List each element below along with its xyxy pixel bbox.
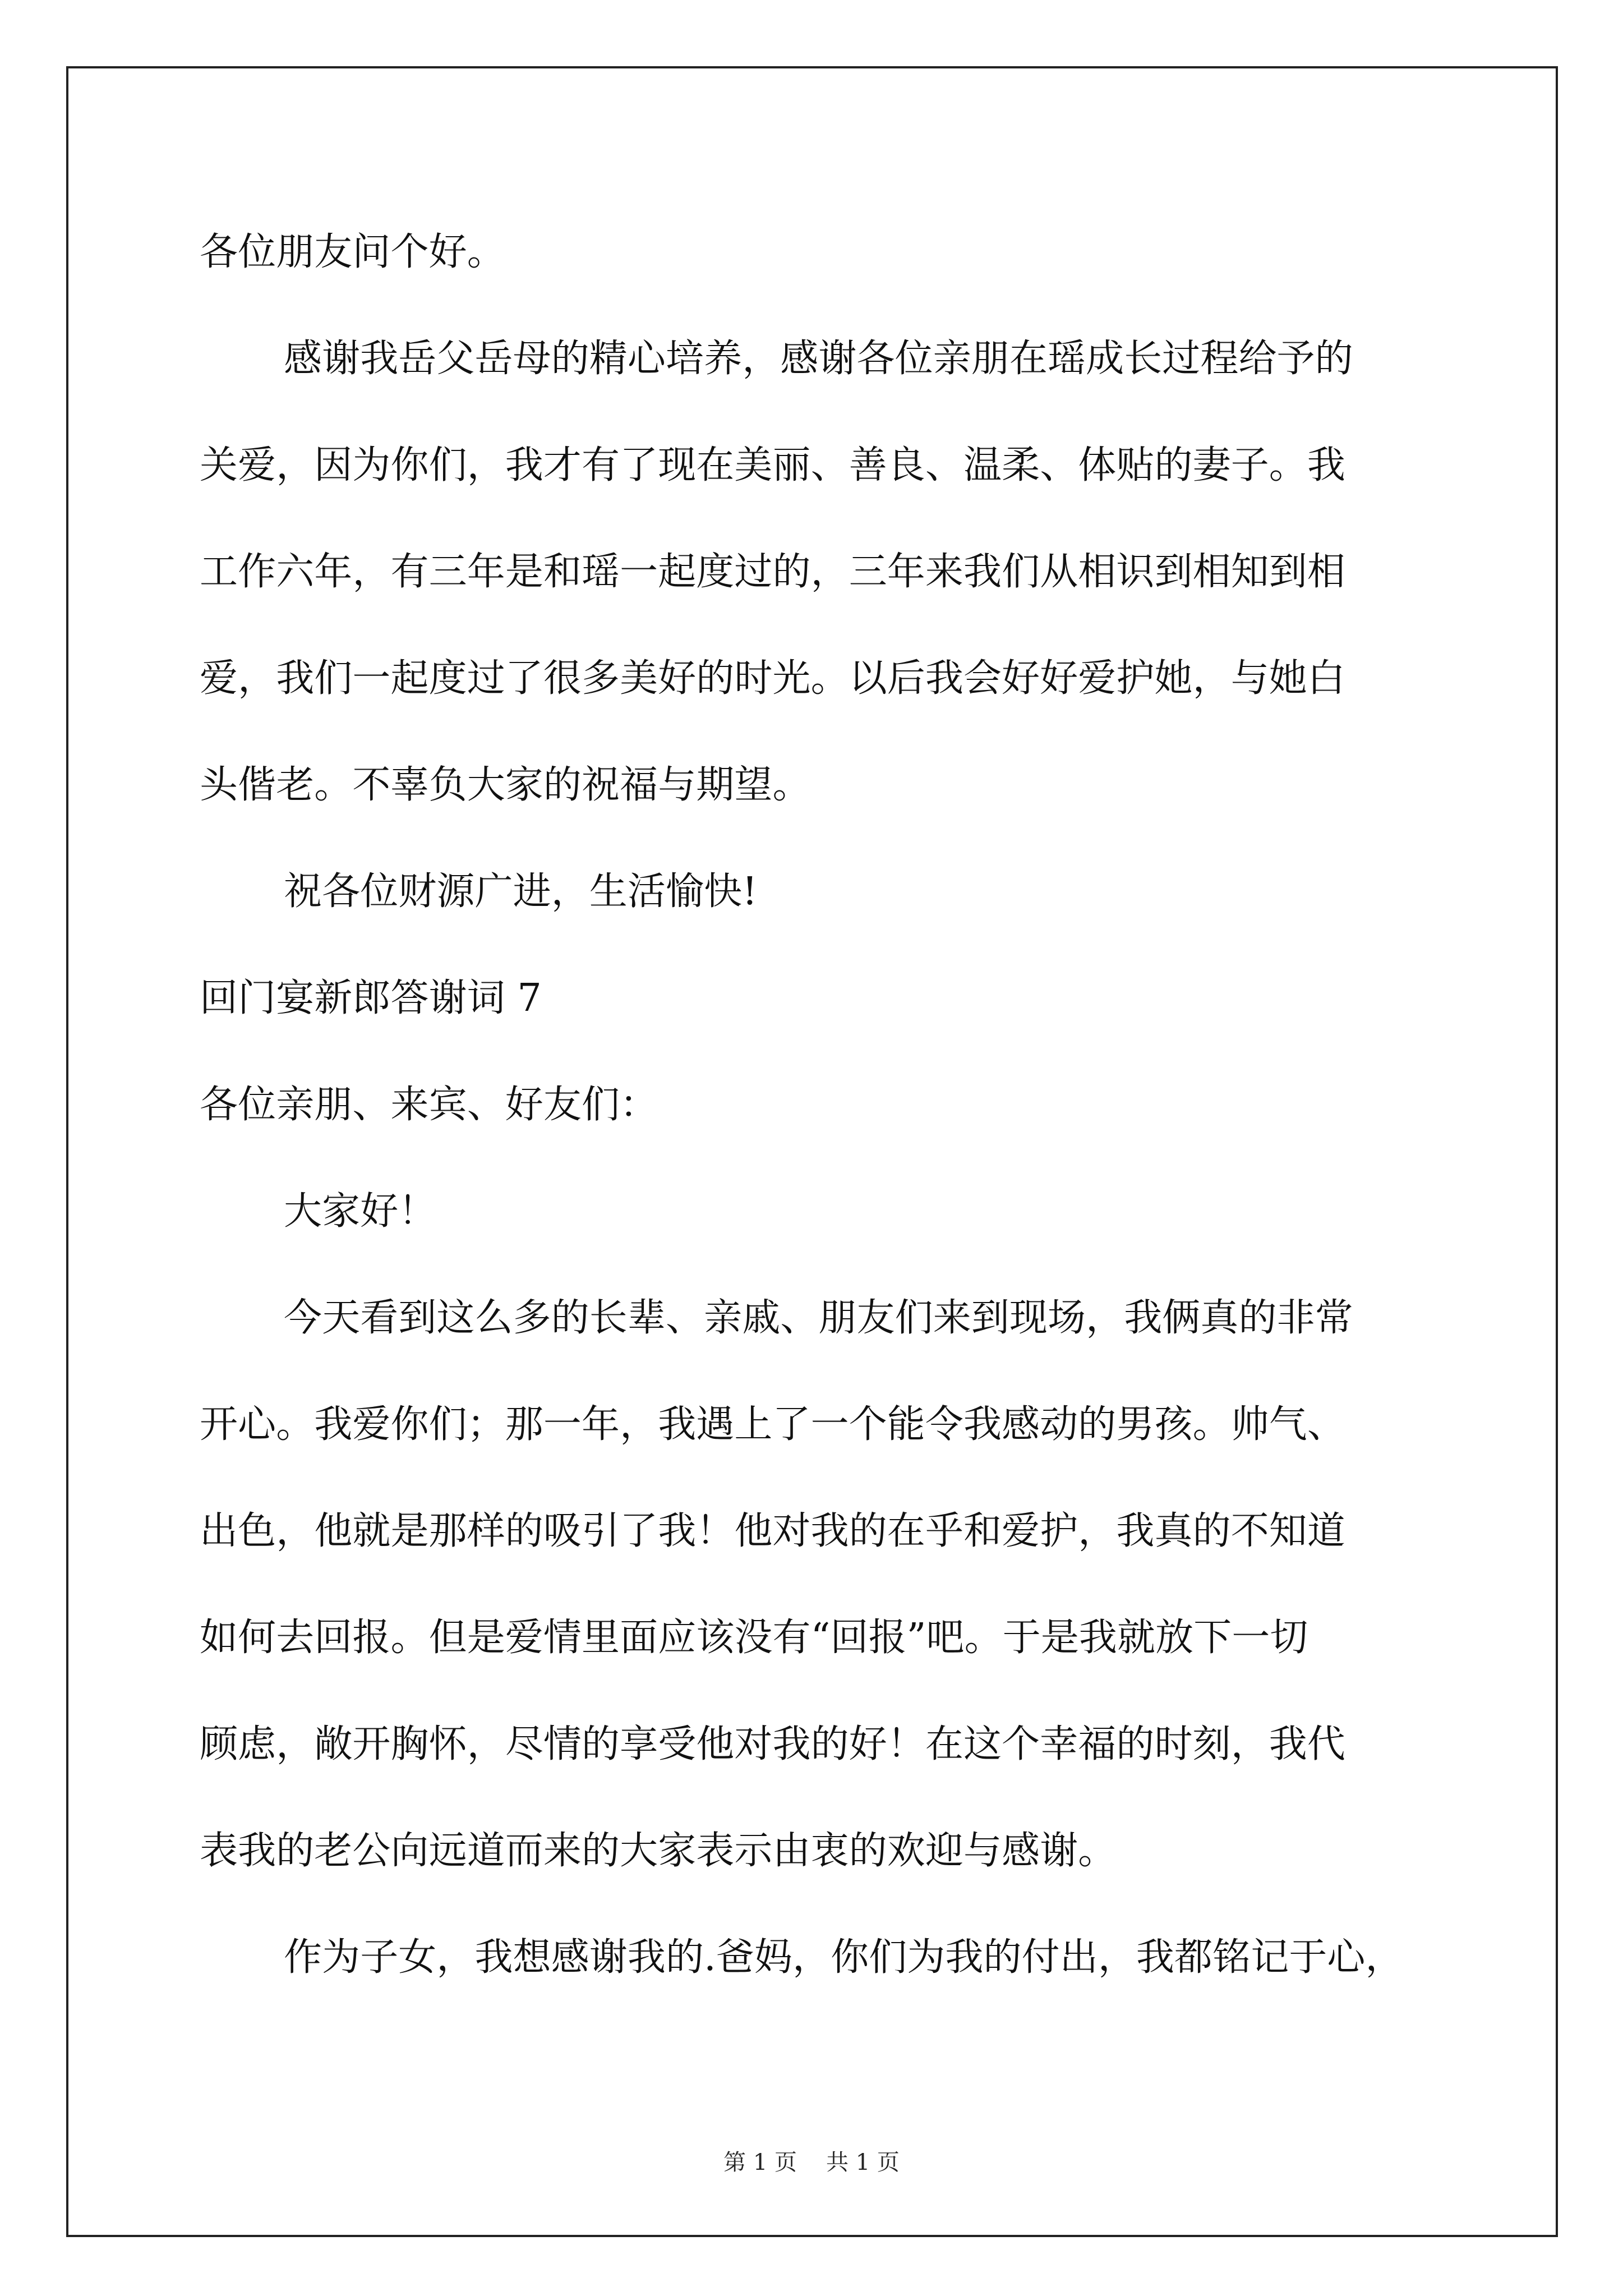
text-line: 如何去回报。但是爱情里面应该没有“回报”吧。于是我就放下一切: [200, 1616, 1308, 1660]
salutation-line: 各位亲朋、来宾、好友们：: [200, 1083, 658, 1127]
paragraph-start-line: 感谢我岳父岳母的精心培养，感谢各位亲朋在瑶成长过程给予的: [284, 337, 1353, 381]
text-line: 开心。我爱你们；那一年，我遇上了一个能令我感动的男孩。帅气、: [200, 1402, 1346, 1447]
text-line: 出色，他就是那样的吸引了我！他对我的在乎和爱护，我真的不知道: [200, 1509, 1346, 1553]
page-footer: [0, 2148, 1623, 2177]
page-number: 第 1 页: [723, 2150, 797, 2175]
text-line: 顾虑，敞开胸怀，尽情的享受他对我的好！在这个幸福的时刻，我代: [200, 1722, 1346, 1766]
greeting-line: 大家好！: [284, 1189, 437, 1234]
page-total: 共 1 页: [826, 2150, 900, 2175]
text-line: 爱，我们一起度过了很多美好的时光。以后我会好好爱护她，与她白: [200, 656, 1346, 701]
text-line: 各位朋友问个好。: [200, 230, 505, 274]
paragraph-start-line: 作为子女，我想感谢我的.爸妈，你们为我的付出，我都铭记于心，: [284, 1935, 1404, 1980]
section-heading: 回门宴新郎答谢词 7: [200, 976, 542, 1020]
paragraph-start-line: 祝各位财源广进，生活愉快!: [284, 869, 758, 914]
text-line: 工作六年，有三年是和瑶一起度过的，三年来我们从相识到相知到相: [200, 550, 1346, 594]
paragraph-start-line: 今天看到这么多的长辈、亲戚、朋友们来到现场，我俩真的非常: [284, 1296, 1353, 1340]
text-line: 头偕老。不辜负大家的祝福与期望。: [200, 763, 811, 807]
text-line: 关爱，因为你们，我才有了现在美丽、善良、温柔、体贴的妻子。我: [200, 443, 1346, 487]
text-line: 表我的老公向远道而来的大家表示由衷的欢迎与感谢。: [200, 1829, 1117, 1873]
